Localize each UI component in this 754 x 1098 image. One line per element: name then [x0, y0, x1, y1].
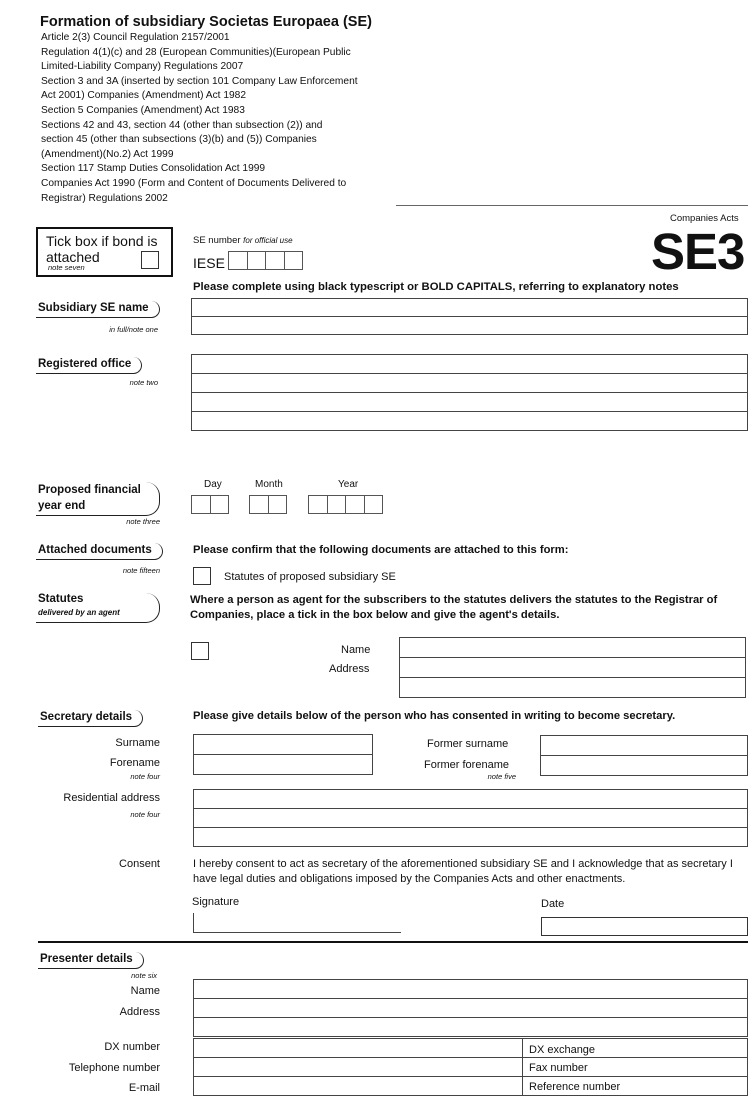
attached-prompt: Please confirm that the following documents are attached to this form: — [193, 544, 569, 556]
reference-label: Reference number — [529, 1081, 621, 1093]
dx-number-label: DX number — [104, 1041, 160, 1053]
se-number-prefix: IESE — [193, 255, 225, 271]
year-field[interactable] — [309, 495, 383, 514]
agent-details-field[interactable] — [399, 638, 746, 698]
former-surname-label: Former surname — [427, 738, 509, 750]
form-code: SE3 — [651, 223, 745, 280]
dx-exchange-label: DX exchange — [529, 1044, 596, 1056]
financial-year-note: note three — [126, 517, 160, 526]
telephone-label: Telephone number — [68, 1062, 160, 1074]
presenter-details-label: Presenter details — [38, 952, 144, 969]
fax-label: Fax number — [529, 1062, 588, 1074]
secretary-details-label: Secretary details — [38, 710, 143, 727]
email-label: E-mail — [128, 1082, 160, 1094]
statutes-agent-label: Statutes delivered by an agent — [36, 593, 160, 623]
registered-office-label: Registered office — [36, 357, 142, 374]
form-title: Formation of subsidiary Societas Europaea (SE) — [40, 14, 372, 30]
subsidiary-name-label: Subsidiary SE name — [36, 301, 160, 318]
statutes-attached-checkbox[interactable] — [193, 567, 211, 585]
month-label: Month — [255, 479, 283, 490]
residential-address-field[interactable] — [193, 790, 748, 847]
forename-note: note four — [130, 772, 160, 781]
residential-address-label: Residential address — [63, 792, 160, 804]
companies-acts-label: Companies Acts — [670, 213, 739, 224]
bond-checkbox[interactable] — [141, 251, 159, 269]
presenter-address-label: Address — [119, 1006, 160, 1018]
se-number-boxes[interactable] — [229, 251, 303, 270]
bond-panel — [36, 227, 173, 277]
former-note: note five — [487, 772, 516, 781]
date-label: Date — [541, 898, 565, 910]
signature-field[interactable] — [193, 913, 401, 933]
year-label: Year — [338, 479, 359, 490]
presenter-name-label: Name — [130, 985, 160, 997]
agent-name-label: Name — [341, 644, 371, 656]
agent-address-label: Address — [329, 663, 370, 675]
legal-references: Article 2(3) Council Regulation 2157/2001 Regulation 4(1)(c) and 28 (European Communities)(European Public Limited-Liability Company) Regulations 2007 Section 3 and 3A (inserted by section 101 Company Law Enforcement Act 2001) Companies (Amendment) Act 1982 Section 5 Companies (Amendment) Act 1983 Sections 42 and 43, section 44 (other than subsection (2)) and section 45 (other than subsections (3)(b) and (5)) Companies (Amendment)(No.2) Act 1999 Section 117 Stamp Duties Consolidation Act 1999 Companies Act 1990 (Form and Content of Documents Delivered to Registrar) Regulations 2002 — [41, 32, 358, 204]
dx-row[interactable] — [193, 1038, 748, 1058]
surname-label: Surname — [115, 737, 160, 749]
former-forename-label: Former forename — [424, 759, 509, 771]
se-number-label: SE number for official use — [193, 235, 293, 246]
statutes-agent-text: Where a person as agent for the subscribers to the statutes delivers the statutes to the Registrar of Companies, place a tick in the box below and give the agent's details. — [190, 594, 718, 621]
presenter-divider — [38, 941, 748, 943]
date-field[interactable] — [541, 917, 748, 936]
attached-documents-label: Attached documents — [36, 543, 163, 560]
email-row[interactable] — [193, 1076, 748, 1096]
attached-documents-note: note fifteen — [122, 566, 160, 575]
financial-year-label: Proposed financial year end — [36, 482, 160, 516]
telephone-row[interactable] — [193, 1057, 748, 1077]
header-divider — [396, 205, 748, 206]
consent-text: I hereby consent to act as secretary of the aforementioned subsidiary SE and I acknowledge that as secretary I have legal duties and obligations imposed by the Companies Acts and other enactments. — [193, 858, 733, 885]
signature-label: Signature — [192, 896, 240, 908]
presenter-note: note six — [131, 971, 157, 980]
presenter-contact-grid — [193, 1038, 748, 1096]
agent-checkbox[interactable] — [191, 642, 209, 660]
consent-label: Consent — [119, 858, 160, 870]
day-label: Day — [204, 479, 222, 490]
forename-label: Forename — [109, 757, 160, 769]
subsidiary-name-field[interactable] — [191, 299, 748, 335]
presenter-name-address-field[interactable] — [193, 980, 748, 1037]
registered-office-field[interactable] — [191, 355, 748, 431]
day-field[interactable] — [192, 495, 229, 514]
bond-note: note seven — [48, 263, 85, 272]
registered-office-note: note two — [129, 378, 158, 387]
secretary-name-fields[interactable] — [193, 735, 373, 775]
month-field[interactable] — [250, 495, 287, 514]
secretary-former-fields[interactable] — [540, 736, 748, 776]
statutes-attached-label: Statutes of proposed subsidiary SE — [224, 571, 396, 583]
instruction-text: Please complete using black typescript or BOLD CAPITALS, referring to explanatory notes — [193, 281, 679, 293]
secretary-prompt: Please give details below of the person who has consented in writing to become secretary. — [193, 710, 676, 722]
subsidiary-name-note: in full/note one — [109, 325, 158, 334]
bond-label: Tick box if bond is attached — [46, 233, 158, 265]
residential-address-note: note four — [130, 810, 160, 819]
